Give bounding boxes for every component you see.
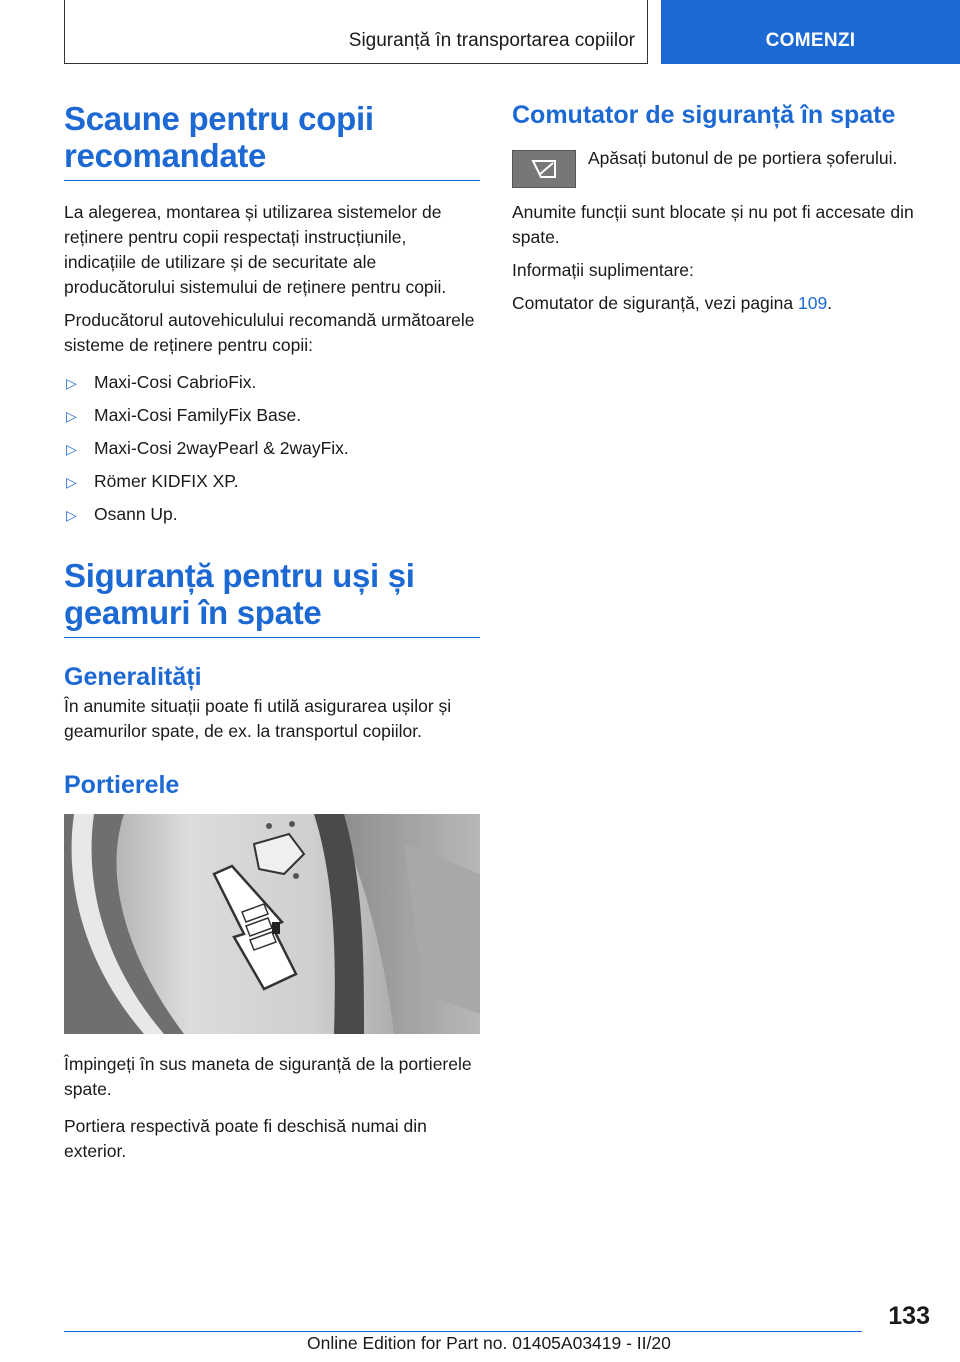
page-number: 133: [888, 1302, 930, 1330]
general-paragraph: În anumite situații poate fi utilă asigurarea ușilor și geamurilor spate, de ex. la transportul copiilor.: [64, 696, 452, 741]
section-title-child-seats: Scaune pentru copii recomandate: [64, 100, 480, 181]
more-info-label: Informații suplimentare:: [512, 260, 694, 280]
seat-list: [64, 370, 482, 535]
triangle-bullet-icon: ▷: [66, 474, 77, 490]
intro-paragraph: La alegerea, montarea și utilizarea sistemelor de reținere pentru copii respectați instrucțiunile, indicațiile de utilizare și de securitate ale producătorului sistemului de reținere pentru copii.: [64, 202, 447, 297]
window-lock-button-icon: [512, 150, 576, 188]
list-item: ▷ Osann Up.: [64, 502, 482, 535]
door-lock-photo: [64, 814, 480, 1034]
see-page-paragraph: Comutator de siguranță, vezi pagina 109.: [512, 293, 833, 313]
open-exterior-paragraph: Portiera respectivă poate fi deschisă numai din exterior.: [64, 1116, 427, 1161]
press-button-text: Apăsați butonul de pe portiera șoferului.: [588, 148, 898, 168]
list-item: ▷ Maxi-Cosi FamilyFix Base.: [64, 403, 482, 436]
triangle-bullet-icon: ▷: [66, 408, 77, 424]
push-lever-paragraph: Împingeți în sus maneta de siguranță de la portierele spate.: [64, 1054, 472, 1099]
edition-text: Online Edition for Part no. 01405A03419 - II/20: [307, 1333, 671, 1353]
tab-comenzi[interactable]: [661, 0, 960, 64]
subheading-doors: Portierele: [64, 771, 180, 799]
blocked-functions-paragraph: Anumite funcții sunt blocate și nu pot fi accesate din spate.: [512, 202, 914, 247]
right-column: [512, 100, 932, 313]
page-link[interactable]: 109: [798, 293, 828, 313]
triangle-bullet-icon: ▷: [66, 375, 77, 391]
section-title-door-safety: Siguranță pentru uși și geamuri în spate: [64, 557, 480, 638]
header-chapter-box: [64, 0, 648, 64]
list-item: ▷ Maxi-Cosi CabrioFix.: [64, 370, 482, 403]
footer-divider: [64, 1331, 862, 1332]
tab-comenzi-label: COMENZI: [765, 30, 856, 51]
triangle-bullet-icon: ▷: [66, 507, 77, 523]
recommend-paragraph: Producătorul autovehiculului recomandă următoarele sisteme de reținere pentru copii:: [64, 310, 475, 355]
triangle-bullet-icon: ▷: [66, 441, 77, 457]
left-column: [64, 100, 482, 1172]
list-item: ▷ Römer KIDFIX XP.: [64, 469, 482, 502]
chapter-title: Siguranță în transportarea copiilor: [348, 30, 635, 51]
list-item: ▷ Maxi-Cosi 2wayPearl & 2wayFix.: [64, 436, 482, 469]
subheading-general: Generalități: [64, 663, 202, 691]
section-title-rear-switch: Comutator de siguranță în spate: [512, 101, 896, 129]
